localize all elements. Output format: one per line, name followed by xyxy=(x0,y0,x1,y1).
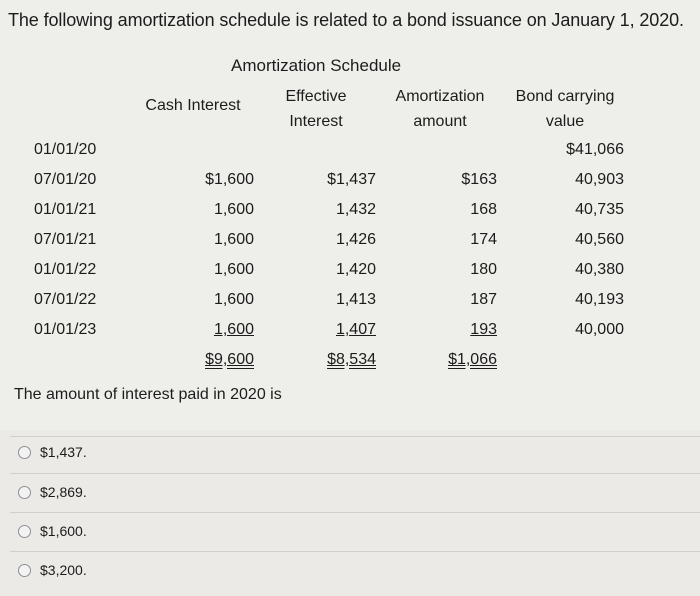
row-carrying-value: 40,193 xyxy=(575,291,624,308)
row-carrying-value: 40,560 xyxy=(575,231,624,248)
header-effective-interest: Effective Interest xyxy=(285,88,347,130)
row-amortization: 174 xyxy=(470,231,497,248)
row-cash-interest: 1,600 xyxy=(213,201,254,218)
divider xyxy=(10,473,700,474)
row-cash-interest: 1,600 xyxy=(213,261,254,278)
table-row xyxy=(0,321,700,351)
option-label: $2,869. xyxy=(40,484,87,500)
header-cash-interest: Cash Interest xyxy=(145,97,241,114)
row-date: 01/01/21 xyxy=(34,201,97,218)
row-amortization: 168 xyxy=(470,201,497,218)
question-intro: The following amortization schedule is related to a bond issuance on January 1, 2020. xyxy=(8,10,684,30)
divider xyxy=(10,551,700,552)
row-amortization: 180 xyxy=(470,261,497,278)
answer-area xyxy=(0,430,700,596)
radio-icon[interactable] xyxy=(18,486,31,499)
option-label: $3,200. xyxy=(40,562,87,578)
table-row xyxy=(0,261,700,291)
question-text: The amount of interest paid in 2020 is xyxy=(14,386,282,403)
row-carrying-value: 40,380 xyxy=(575,261,624,278)
option-label: $1,600. xyxy=(40,523,87,539)
answer-option-1[interactable] xyxy=(18,439,87,465)
row-date: 01/01/20 xyxy=(34,141,97,158)
row-cash-interest: 1,600 xyxy=(213,291,254,308)
table-row xyxy=(0,171,700,201)
table-row xyxy=(0,291,700,321)
row-effective-interest: 1,432 xyxy=(335,201,376,218)
total-cash-interest: $9,600 xyxy=(205,351,254,368)
table-row xyxy=(0,231,700,261)
row-effective-interest: 1,426 xyxy=(335,231,376,248)
radio-icon[interactable] xyxy=(18,564,31,577)
row-cash-interest: 1,600 xyxy=(213,321,254,338)
row-date: 01/01/23 xyxy=(34,321,97,338)
row-date: 01/01/22 xyxy=(34,261,97,278)
row-amortization: 187 xyxy=(470,291,497,308)
row-date: 07/01/22 xyxy=(34,291,97,308)
row-carrying-value: $41,066 xyxy=(566,141,624,158)
header-amortization-amount: Amortization amount xyxy=(395,88,485,130)
row-amortization: $163 xyxy=(461,171,497,188)
table-row xyxy=(0,201,700,231)
table-row xyxy=(0,141,700,171)
answer-option-2[interactable] xyxy=(18,479,87,505)
row-effective-interest: $1,437 xyxy=(327,171,376,188)
total-amortization: $1,066 xyxy=(448,351,497,368)
radio-icon[interactable] xyxy=(18,525,31,538)
header-bond-carrying-value: Bond carrying value xyxy=(515,88,615,130)
schedule-title: Amortization Schedule xyxy=(231,56,402,75)
row-cash-interest: 1,600 xyxy=(213,231,254,248)
divider xyxy=(10,436,700,437)
answer-option-3[interactable] xyxy=(18,518,87,544)
total-effective-interest: $8,534 xyxy=(327,351,376,368)
row-carrying-value: 40,735 xyxy=(575,201,624,218)
divider xyxy=(10,512,700,513)
row-effective-interest: 1,407 xyxy=(335,321,376,338)
row-effective-interest: 1,413 xyxy=(335,291,376,308)
row-amortization: 193 xyxy=(470,321,497,338)
row-carrying-value: 40,903 xyxy=(575,171,624,188)
row-carrying-value: 40,000 xyxy=(575,321,624,338)
row-effective-interest: 1,420 xyxy=(335,261,376,278)
answer-option-4[interactable] xyxy=(18,557,87,583)
radio-icon[interactable] xyxy=(18,446,31,459)
row-date: 07/01/20 xyxy=(34,171,97,188)
row-cash-interest: $1,600 xyxy=(205,171,254,188)
option-label: $1,437. xyxy=(40,444,87,460)
totals-row xyxy=(0,351,700,381)
row-date: 07/01/21 xyxy=(34,231,97,248)
